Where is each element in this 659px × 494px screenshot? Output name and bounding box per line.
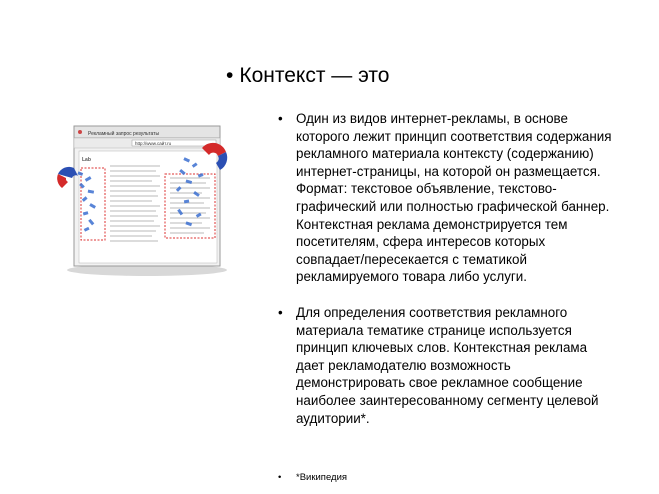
title-bullet: • (226, 64, 234, 87)
page-logo: Lab (82, 157, 91, 163)
browser-magnet-illustration-icon (52, 118, 232, 278)
window-title: Рекламный запрос результаты (88, 131, 160, 137)
footnote-text: *Википедия (296, 472, 348, 483)
slide-title-text: Контекст — это (239, 64, 390, 87)
footnote (278, 472, 347, 484)
address-bar: http://www.сайт.ru (135, 141, 172, 146)
paragraph-context-definition: • Один из видов интернет-рекламы, в основе которого лежит принцип соответствия содержания рекламного материала контексту (содержанию) интернет-страницы, на которой он размещается. Формат: текстовое объявление, текстово-графический или полностью графической баннер. Контекстная реклама демонстрируется тем посетителям, сфера интересов которых совпадает/пересекается с тематикой рекламируемого товара либо услуги. (278, 110, 613, 286)
paragraph-keywords: • Для определения соответствия рекламного материала тематике странице используется принцип ключевых слов. Контекстная реклама дает рекламодателю возможность демонстрировать свое рекламное сообщение наиболее заинтересованному сегменту целевой аудитории*. (278, 304, 613, 427)
slide-content (278, 110, 613, 427)
slide-title (226, 62, 389, 90)
footnote-bullet: • (278, 472, 282, 483)
